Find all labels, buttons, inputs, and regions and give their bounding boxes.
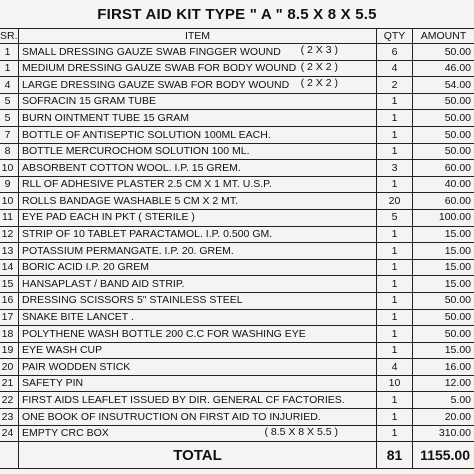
row-qty: 5: [377, 209, 413, 226]
row-item-text: BORIC ACID I.P. 20 GREM: [22, 261, 150, 274]
row-sr: 10: [0, 160, 19, 177]
row-item: [19, 243, 377, 260]
row-item: [19, 143, 377, 160]
row-item-spec: ( 2 X 2 ): [300, 60, 338, 73]
row-amount: 50.00: [413, 44, 474, 61]
row-qty: 1: [377, 126, 413, 143]
row-item: [19, 375, 377, 392]
row-sr: 17: [0, 309, 19, 326]
table-row: [0, 292, 474, 309]
row-amount: 50.00: [413, 143, 474, 160]
row-amount: 15.00: [413, 259, 474, 276]
table-row: [0, 425, 474, 442]
row-sr: 15: [0, 276, 19, 293]
row-item-text: POLYTHENE WASH BOTTLE 200 C.C FOR WASHING EYE: [22, 327, 306, 340]
row-item-spec: ( 2 X 2 ): [300, 77, 338, 90]
row-amount: 54.00: [413, 77, 474, 94]
row-amount: 15.00: [413, 342, 474, 359]
row-amount: 40.00: [413, 176, 474, 193]
row-item-text: BOTTLE OF ANTISEPTIC SOLUTION 100ML EACH.: [22, 128, 271, 141]
total-label: TOTAL: [19, 442, 377, 469]
row-qty: 1: [377, 309, 413, 326]
row-amount: 50.00: [413, 326, 474, 343]
row-sr: 22: [0, 392, 19, 409]
table-row: [0, 392, 474, 409]
row-sr: 10: [0, 193, 19, 210]
row-item-text: SOFRACIN 15 GRAM TUBE: [22, 95, 156, 108]
row-item-text: PAIR WODDEN STICK: [22, 360, 131, 373]
row-qty: 6: [377, 44, 413, 61]
row-amount: 310.00: [413, 425, 474, 442]
table-row: [0, 110, 474, 127]
row-qty: 1: [377, 326, 413, 343]
row-amount: 15.00: [413, 226, 474, 243]
total-amount: 1155.00: [413, 442, 474, 469]
row-item: [19, 309, 377, 326]
row-amount: 16.00: [413, 359, 474, 376]
row-item: [19, 359, 377, 376]
row-qty: 1: [377, 143, 413, 160]
row-item: [19, 160, 377, 177]
row-item-text: EYE WASH CUP: [22, 344, 103, 357]
row-amount: 50.00: [413, 93, 474, 110]
table-row: [0, 160, 474, 177]
row-item: [19, 60, 377, 77]
row-item: [19, 44, 377, 61]
row-qty: 10: [377, 375, 413, 392]
row-item: [19, 209, 377, 226]
first-aid-kit-table: [0, 28, 474, 469]
row-amount: 50.00: [413, 309, 474, 326]
row-amount: 15.00: [413, 276, 474, 293]
row-item: [19, 110, 377, 127]
row-sr: 5: [0, 110, 19, 127]
row-item: [19, 392, 377, 409]
row-sr: 19: [0, 342, 19, 359]
header-item: ITEM: [19, 29, 377, 44]
table-row: [0, 359, 474, 376]
row-item: [19, 409, 377, 426]
table-row: [0, 143, 474, 160]
table-row: [0, 375, 474, 392]
row-sr: 13: [0, 243, 19, 260]
header-amount: AMOUNT: [413, 29, 474, 44]
row-sr: 23: [0, 409, 19, 426]
row-item-text: MEDIUM DRESSING GAUZE SWAB FOR BODY WOUND: [22, 62, 297, 75]
total-row: [0, 442, 474, 469]
table-row: [0, 326, 474, 343]
row-item: [19, 259, 377, 276]
total-qty: 81: [377, 442, 413, 469]
row-sr: 20: [0, 359, 19, 376]
row-sr: 1: [0, 60, 19, 77]
row-sr: 9: [0, 176, 19, 193]
header-sr: SR.: [0, 29, 19, 44]
row-amount: 50.00: [413, 292, 474, 309]
row-item: [19, 226, 377, 243]
row-item-text: HANSAPLAST / BAND AID STRIP.: [22, 277, 185, 290]
table-row: [0, 209, 474, 226]
row-item-text: EMPTY CRC BOX: [22, 427, 109, 440]
table-row: [0, 44, 474, 61]
table-row: [0, 93, 474, 110]
row-item-text: RLL OF ADHESIVE PLASTER 2.5 CM X 1 MT. U.S.P.: [22, 178, 272, 191]
row-sr: 16: [0, 292, 19, 309]
row-item-text: SNAKE BITE LANCET .: [22, 311, 134, 324]
row-sr: 21: [0, 375, 19, 392]
row-item: [19, 276, 377, 293]
row-amount: 60.00: [413, 193, 474, 210]
row-item: [19, 342, 377, 359]
row-amount: 60.00: [413, 160, 474, 177]
table-row: [0, 176, 474, 193]
row-sr: 12: [0, 226, 19, 243]
table-row: [0, 276, 474, 293]
row-qty: 3: [377, 160, 413, 177]
page-title: FIRST AID KIT TYPE " A " 8.5 X 8 X 5.5: [97, 6, 377, 23]
row-item: [19, 176, 377, 193]
table-row: [0, 60, 474, 77]
row-item-text: STRIP OF 10 TABLET PARACTAMOL. I.P. 0.500 GM.: [22, 228, 273, 241]
row-qty: 1: [377, 93, 413, 110]
row-item: [19, 193, 377, 210]
row-amount: 5.00: [413, 392, 474, 409]
row-qty: 1: [377, 226, 413, 243]
row-sr: 18: [0, 326, 19, 343]
row-item-text: ROLLS BANDAGE WASHABLE 5 CM X 2 MT.: [22, 194, 239, 207]
row-qty: 1: [377, 176, 413, 193]
table-row: [0, 259, 474, 276]
row-sr: 5: [0, 93, 19, 110]
row-sr: 4: [0, 77, 19, 94]
row-amount: 100.00: [413, 209, 474, 226]
row-qty: 4: [377, 60, 413, 77]
row-item: [19, 292, 377, 309]
row-item-text: FIRST AIDS LEAFLET ISSUED BY DIR. GENERAL CF FACTORIES.: [22, 394, 345, 407]
row-qty: 1: [377, 259, 413, 276]
row-item-text: BOTTLE MERCUROCHOM SOLUTION 100 ML.: [22, 145, 250, 158]
row-item-text: DRESSING SCISSORS 5" STAINLESS STEEL: [22, 294, 243, 307]
row-qty: 1: [377, 425, 413, 442]
table-row: [0, 193, 474, 210]
header-row: [0, 29, 474, 44]
row-qty: 1: [377, 243, 413, 260]
row-sr: 24: [0, 425, 19, 442]
table-row: [0, 226, 474, 243]
table-row: [0, 309, 474, 326]
row-item-text: EYE PAD EACH IN PKT ( STERILE ): [22, 211, 195, 224]
row-item: [19, 425, 377, 442]
table-row: [0, 126, 474, 143]
row-item: [19, 77, 377, 94]
row-qty: 20: [377, 193, 413, 210]
row-amount: 50.00: [413, 126, 474, 143]
row-item: [19, 326, 377, 343]
header-qty: QTY: [377, 29, 413, 44]
row-amount: 20.00: [413, 409, 474, 426]
row-qty: 1: [377, 392, 413, 409]
row-amount: 50.00: [413, 110, 474, 127]
row-item: [19, 126, 377, 143]
row-item-text: SAFETY PIN: [22, 377, 84, 390]
row-sr: 7: [0, 126, 19, 143]
row-qty: 1: [377, 342, 413, 359]
table-row: [0, 77, 474, 94]
row-sr: 11: [0, 209, 19, 226]
row-qty: 4: [377, 359, 413, 376]
row-item-text: LARGE DRESSING GAUZE SWAB FOR BODY WOUND: [22, 78, 290, 91]
total-sr-cell: [0, 442, 19, 469]
row-item-text: ABSORBENT COTTON WOOL. I.P. 15 GREM.: [22, 161, 241, 174]
row-item: [19, 93, 377, 110]
row-item-text: SMALL DRESSING GAUZE SWAB FINGGER WOUND: [22, 45, 281, 58]
row-sr: 1: [0, 44, 19, 61]
row-sr: 14: [0, 259, 19, 276]
row-item-text: POTASSIUM PERMANGATE. I.P. 20. GREM.: [22, 244, 234, 257]
row-item-text: ONE BOOK OF INSUTRUCTION ON FIRST AID TO INJURIED.: [22, 410, 321, 423]
row-sr: 8: [0, 143, 19, 160]
row-item-spec: ( 8.5 X 8 X 5.5 ): [264, 425, 338, 438]
row-qty: 1: [377, 292, 413, 309]
table-body: [0, 44, 474, 442]
row-item-text: BURN OINTMENT TUBE 15 GRAM: [22, 111, 190, 124]
row-amount: 12.00: [413, 375, 474, 392]
table-row: [0, 342, 474, 359]
table-row: [0, 243, 474, 260]
row-qty: 1: [377, 110, 413, 127]
row-amount: 46.00: [413, 60, 474, 77]
row-qty: 1: [377, 409, 413, 426]
row-qty: 2: [377, 77, 413, 94]
table-row: [0, 409, 474, 426]
row-amount: 15.00: [413, 243, 474, 260]
row-qty: 1: [377, 276, 413, 293]
row-item-spec: ( 2 X 3 ): [300, 44, 338, 56]
